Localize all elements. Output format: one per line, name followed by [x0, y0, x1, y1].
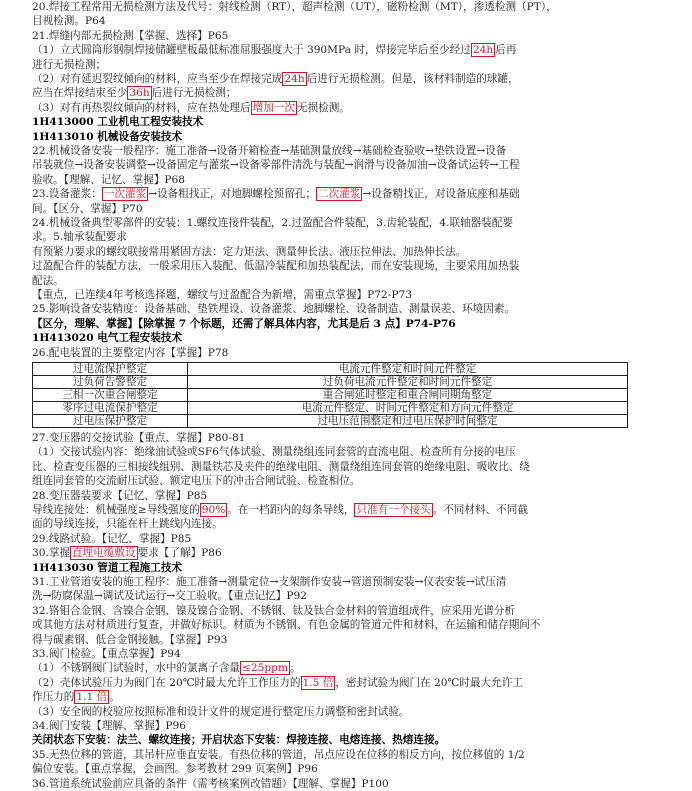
line-text: 目视检测。P64 — [32, 15, 106, 27]
line-text: 。 — [290, 662, 301, 674]
text-line — [32, 29, 692, 43]
text-line — [32, 532, 692, 546]
line-text: 后进行无损检测。但是，该材料制造的球罐， — [306, 73, 519, 85]
text-line — [32, 158, 692, 172]
line-text: 22.机械设备安装一般程序：施工准备→设备开箱检查→基础测量放线→基础检查验收→垫铁设置→设备 — [32, 145, 507, 157]
highlight-box: 增加一次 — [252, 102, 295, 114]
line-text: 面的导线连接，只能在杆上跳线内连接。 — [32, 518, 223, 530]
line-text: 20.焊接工程常用无损检测方法及代号：射线检测（RT），超声检测（UT），磁粉检测（MT），渗透检测（PT）， — [32, 1, 557, 13]
line-text: 31.工业管道安装的施工程序：施工准备→测量定位→支架制作安装→管道预制安装→仪表安装→试压清 — [32, 576, 507, 588]
text-line — [32, 86, 692, 100]
text-line — [32, 719, 692, 733]
line-text: 33.阀门检验。【重点掌握】P94 — [32, 648, 181, 660]
text-line — [32, 0, 692, 14]
line-text: 。在一档距内的每条导线， — [227, 504, 355, 516]
text-line — [32, 604, 692, 618]
line-text: 21.焊缝内部无损检测【掌握、选择】P65 — [32, 30, 229, 42]
table-cell: 电流元件整定和时间元件整定 — [188, 363, 628, 376]
line-text: ，密封试验为阀门在 20℃时最大允许工 — [335, 677, 523, 689]
text-line — [32, 445, 692, 459]
line-text: 或其他方法对材质进行复查，并做好标识。材质为不锈钢、有色金属的管道元件和材料，在运输和储存期间不 — [32, 619, 541, 631]
line-text: 偏位安装。【重点掌握，会画图。参考教材 299 页案例】P96 — [32, 763, 318, 775]
line-text: 要求【了解】P86 — [137, 547, 222, 559]
text-line — [32, 259, 692, 273]
line-text: 间。【区分、掌握】P70 — [32, 203, 143, 215]
text-line — [32, 245, 692, 259]
table-row — [33, 389, 628, 402]
highlight-box: 24h — [472, 44, 494, 56]
text-line — [32, 43, 692, 57]
table-cell: 过电压保护整定 — [33, 415, 188, 428]
text-line — [32, 130, 692, 144]
text-line — [32, 748, 692, 762]
text-line — [32, 690, 692, 704]
line-text: 有预紧力要求的螺纹联接常用紧固方法：定力矩法、测量伸长法、液压拉伸法、加热伸长法。 — [32, 246, 467, 258]
text-line — [32, 676, 692, 690]
text-line — [32, 618, 692, 632]
table-row — [33, 402, 628, 415]
line-text: 无损检测。 — [297, 102, 350, 114]
table-cell: 零序过电流保护整定 — [33, 402, 188, 415]
line-text: 25.影响设备安装精度：设备基础、垫铁埋设、设备灌浆、地脚螺栓、设备制造、测量误差、环境因素。 — [32, 303, 515, 315]
line-text: →设备精找正，对设备底座和基础 — [362, 188, 520, 200]
table-cell: 过电压范围整定和过电压保护时间整定 — [188, 415, 628, 428]
line-text: 应当在焊接结束至少 — [32, 87, 128, 99]
text-line — [32, 633, 692, 647]
highlight-box: 90% — [201, 504, 226, 516]
line-text: （1）交接试验内容：绝缘油试验或SF6气体试验、测量绕组连同套管的直流电阻、检查所有分接的电压 — [32, 446, 516, 458]
text-line — [32, 647, 692, 661]
line-text: 24.机械设备典型零部件的安装：1.螺纹连接件装配，2.过盈配合件装配，3.齿轮装配，4.联轴器装配要 — [32, 217, 514, 229]
line-text: 27.变压器的交接试验【重点、掌握】P80-81 — [32, 432, 246, 444]
line-text: 关闭状态下安装：法兰、螺纹连接；开启状态下安装：焊接连接、电熔连接、热熔连接。 — [32, 734, 446, 746]
line-text: 36.管道系统试验前应具备的条件（需考核案例改错题）【理解、掌握】P100 — [32, 778, 389, 790]
text-line — [32, 503, 692, 517]
text-line — [32, 474, 692, 488]
line-text: 组连同套管的交流耐压试验、额定电压下的冲击合闸试验、检查相位。 — [32, 475, 361, 487]
text-line — [32, 705, 692, 719]
table-row — [33, 376, 628, 389]
line-text: 1H413030 管道工程施工技术 — [32, 562, 183, 574]
line-text: （2）对有延迟裂纹倾向的材料，应当至少在焊接完成 — [32, 73, 283, 85]
text-line — [32, 58, 692, 72]
text-line — [32, 202, 692, 216]
line-text: 洗→防腐保温→调试及试运行→交工验收。【重点记忆】P92 — [32, 590, 307, 602]
text-line — [32, 489, 692, 503]
line-text: 。不同材料、不同截 — [432, 504, 528, 516]
line-text: （1）立式圆筒形钢制焊接储罐壁板最低标准屈服强度大于 390MPa 时，焊接完毕后至少经过 — [32, 44, 471, 56]
table-cell: 三相一次重合闸整定 — [33, 389, 188, 402]
highlight-box: 24h — [284, 73, 305, 85]
text-line — [32, 546, 692, 560]
line-text: 29.线路试验。【记忆、掌握】P85 — [32, 533, 192, 545]
text-line — [32, 317, 692, 331]
line-text: 1H413000 工业机电工程安装技术 — [32, 116, 204, 128]
line-text: 32.铬钼合金钢、含镍合金钢、镍及镍合金钢、不锈钢、钛及钛合金材料的管道组成件，应采用光谱分析 — [32, 605, 515, 617]
text-line — [32, 777, 692, 791]
highlight-box: 直埋电缆敷设 — [72, 547, 136, 559]
line-text: 34.阀门安装【理解、掌握】P96 — [32, 720, 186, 732]
line-text: 过盈配合件的装配方法，一般采用压入装配、低温冷装配和加热装配法，而在安装现场，主要采用加热装 — [32, 260, 520, 272]
highlight-box: 二次灌浆 — [318, 188, 361, 200]
line-text: 导线连接处：机械强度≥导线强度的 — [32, 504, 200, 516]
text-line — [32, 115, 692, 129]
line-text: 。 — [109, 691, 120, 703]
text-line — [32, 589, 692, 603]
highlight-box: 1.5 倍 — [302, 677, 334, 689]
line-text: 23.设备灌浆： — [32, 188, 102, 200]
text-line — [32, 661, 692, 675]
line-text: 比、检查变压器的三相接线组别、测量铁芯及夹件的绝缘电阻、测量绕组连同套管的绝缘电阻、吸收比、绕 — [32, 461, 530, 473]
text-line — [32, 274, 692, 288]
line-text: 35.无热位移的管道，其吊杆应垂直安装。有热位移的管道，吊点应设在位移的相反方向，按位移值的 1/2 — [32, 749, 525, 761]
line-text: 后进行无损检测； — [151, 87, 237, 99]
highlight-box: 一次灌浆 — [103, 188, 147, 200]
line-text: （3）对有再热裂纹倾向的材料，应在热处理后 — [32, 102, 251, 114]
text-line — [32, 216, 692, 230]
text-line — [32, 173, 692, 187]
line-text: 吊装就位→设备安装调整→设备固定与灌浆→设备零部件清洗与装配→润滑与设备加油→设备试运转→工程 — [32, 159, 520, 171]
line-text: 1H413010 机械设备安装技术 — [32, 131, 183, 143]
highlight-box: 36h — [129, 87, 150, 99]
text-line — [32, 72, 692, 86]
table-cell: 过负荷电流元件整定和时间元件整定 — [188, 376, 628, 389]
text-line — [32, 101, 692, 115]
line-text: 1H413020 电气工程安装技术 — [32, 332, 183, 344]
line-text: 28.变压器装要求【记忆、掌握】P85 — [32, 490, 208, 502]
table-cell: 过负荷告警整定 — [33, 376, 188, 389]
text-line — [32, 230, 692, 244]
line-text: 得与碳素钢、低合金钢接触。【掌握】P93 — [32, 634, 228, 646]
line-text: 配法。 — [32, 275, 64, 287]
text-line — [32, 762, 692, 776]
text-line — [32, 575, 692, 589]
settings-table — [32, 362, 628, 428]
line-text: 求。5.轴承装配要求 — [32, 231, 127, 243]
line-text: （3）安全阀的校验应按照标准和设计文件的规定进行整定压力调整和密封试验。 — [32, 706, 410, 718]
text-line — [32, 331, 692, 345]
highlight-box: 1.1 倍 — [76, 691, 108, 703]
line-text: （2）壳体试验压力为阀门在 20℃时最大允许工作压力的 — [32, 677, 301, 689]
text-line — [32, 346, 692, 360]
text-line — [32, 431, 692, 445]
line-text: 【区分，理解、掌握】【除掌握 7 个标题，还需了解具体内容，尤其是后 3 点】P74-P76 — [32, 318, 456, 330]
text-line — [32, 288, 692, 302]
table-cell: 过电流保护整定 — [33, 363, 188, 376]
line-text: 验收。【理解、记忆、掌握】P68 — [32, 174, 186, 186]
line-text: 作压力的 — [32, 691, 75, 703]
line-text: →设备粗找正，对地脚螺栓预留孔； — [148, 188, 316, 200]
text-line — [32, 187, 692, 201]
line-text: 30.掌握 — [32, 547, 71, 559]
text-line — [32, 460, 692, 474]
text-line — [32, 517, 692, 531]
table-cell: 电流元件整定、时间元件整定和方向元件整定 — [188, 402, 628, 415]
table-row — [33, 415, 628, 428]
highlight-box: 只准有一个接头 — [356, 504, 431, 516]
highlight-box: ≤25ppm — [242, 662, 288, 674]
line-text: 【重点，已连续4年考核选择题，螺纹与过盈配合为新增，需重点掌握】P72-P73 — [32, 289, 412, 301]
text-line — [32, 561, 692, 575]
line-text: 26.配电装置的主要整定内容【掌握】P78 — [32, 347, 229, 359]
text-line — [32, 14, 692, 28]
line-text: 进行无损检测； — [32, 59, 107, 71]
text-line — [32, 302, 692, 316]
table-row — [33, 363, 628, 376]
table-cell: 重合闸延时整定和重合闸同期角整定 — [188, 389, 628, 402]
line-text: 后再 — [495, 44, 517, 56]
text-line — [32, 144, 692, 158]
line-text: （1）不锈钢阀门试验时，水中的氯离子含量 — [32, 662, 241, 674]
text-line — [32, 733, 692, 747]
